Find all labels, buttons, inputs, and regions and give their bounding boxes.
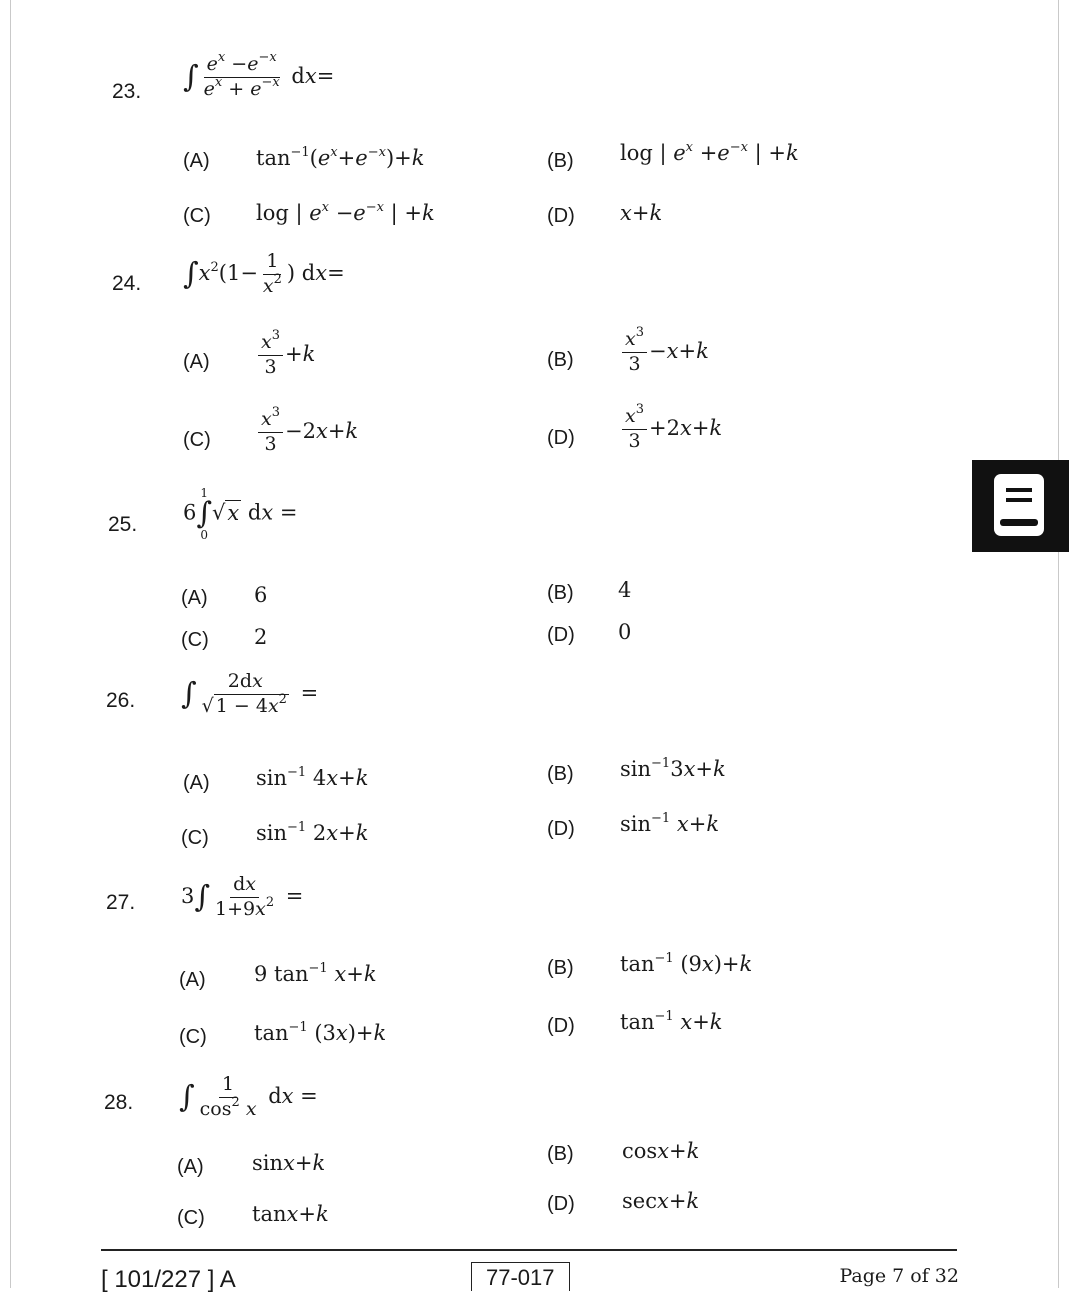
footer-exam-id: [ 101/227 ] A [101, 1266, 236, 1293]
option-label[interactable]: (C) [179, 1026, 207, 1048]
option-label[interactable]: (B) [547, 150, 574, 172]
option-label[interactable]: (A) [177, 1156, 204, 1178]
option-text[interactable]: $\tan^{-1} (9x)+k$ [620, 951, 753, 976]
question-number: 27. [106, 891, 136, 914]
option-text[interactable]: 9 $\tan^{-1} x+k$ [254, 961, 377, 986]
option-text[interactable]: tanx+k [252, 1202, 329, 1226]
footer-page-number: Page 7 of 32 [839, 1265, 959, 1287]
question-stem: ∫ $\frac{e^x -e^{-x}}{e^x + e^{-x}}$ dx= [183, 50, 335, 100]
option-label[interactable]: (C) [183, 205, 211, 227]
option-label[interactable]: (D) [547, 427, 575, 449]
option-text[interactable]: $\frac{x^3}{3}$ −x+k [620, 330, 709, 375]
option-text[interactable]: 4 [618, 578, 632, 602]
option-text[interactable]: cosx+k [622, 1139, 700, 1163]
page-left-edge [10, 0, 11, 1288]
option-text[interactable]: 0 [618, 620, 632, 644]
option-text[interactable]: $\tan^{-1} (3x)+k$ [254, 1020, 387, 1045]
option-text[interactable]: $\frac{x^3}{3}$ +2x+k [620, 407, 722, 452]
option-label[interactable]: (D) [547, 1015, 575, 1037]
option-text[interactable]: 6 [254, 583, 268, 607]
option-text[interactable]: log | $e^x -e^{-x}$ | +k [256, 200, 435, 225]
option-text[interactable]: $\frac{x^3}{3}$ −2x+k [256, 410, 358, 455]
option-label[interactable]: (B) [547, 582, 574, 604]
question-number: 23. [112, 80, 142, 103]
question-number: 28. [104, 1091, 134, 1114]
question-stem: ∫ $\frac{1}{\cos^2 x}$ dx = [179, 1073, 318, 1120]
option-label[interactable]: (A) [183, 772, 210, 794]
option-label[interactable]: (C) [183, 429, 211, 451]
option-label[interactable]: (D) [547, 1193, 575, 1215]
option-label[interactable]: (D) [547, 818, 575, 840]
option-label[interactable]: (D) [547, 205, 575, 227]
option-label[interactable]: (B) [547, 957, 574, 979]
option-label[interactable]: (C) [181, 629, 209, 651]
option-text[interactable]: secx+k [622, 1189, 700, 1213]
side-panel-button[interactable] [972, 460, 1069, 552]
option-label[interactable]: (A) [183, 150, 210, 172]
option-label[interactable]: (A) [179, 969, 206, 991]
question-stem: $\int x^2(1-$ $\frac{1}{x^2}$ ) dx= [183, 250, 345, 297]
option-label[interactable]: (D) [547, 624, 575, 646]
option-text[interactable]: $\sin^{-1} x+k$ [620, 811, 720, 836]
question-stem: 3∫ $\frac{dx}{1+9x^2}$ = [181, 873, 304, 920]
option-text[interactable]: log | $e^x +e^{-x}$ | +k [620, 140, 799, 165]
footer-paper-code: 77-017 [471, 1262, 570, 1291]
option-label[interactable]: (A) [183, 351, 210, 373]
option-label[interactable]: (C) [181, 827, 209, 849]
option-text[interactable]: $\sin^{-1}3x+k$ [620, 756, 726, 781]
option-text[interactable]: 2 [254, 625, 268, 649]
document-icon [994, 474, 1044, 536]
option-label[interactable]: (B) [547, 763, 574, 785]
question-stem: ∫ $\frac{2dx}{√ 1 - 4x^2}$ = [181, 670, 319, 717]
page-right-edge [1058, 0, 1059, 1288]
option-text[interactable]: $\tan^{-1} x+k$ [620, 1009, 723, 1034]
option-text[interactable]: $\sin^{-1} 2x+k$ [256, 820, 369, 845]
option-label[interactable]: (B) [547, 349, 574, 371]
option-text[interactable]: $\tan^{-1}(e^x+e^{-x})+k$ [256, 145, 425, 170]
option-text[interactable]: x+k [620, 201, 663, 225]
question-number: 25. [108, 513, 138, 536]
option-label[interactable]: (B) [547, 1143, 574, 1165]
footer-rule [101, 1249, 957, 1251]
question-number: 26. [106, 689, 136, 712]
question-stem: 6 1 ∫ 0 √x dx = [183, 486, 298, 542]
option-label[interactable]: (A) [181, 587, 208, 609]
option-text[interactable]: $\sin^{-1} 4x+k$ [256, 765, 369, 790]
option-text[interactable]: $\frac{x^3}{3}$ +k [256, 333, 315, 378]
option-label[interactable]: (C) [177, 1207, 205, 1229]
question-number: 24. [112, 272, 142, 295]
option-text[interactable]: sinx+k [252, 1151, 326, 1175]
